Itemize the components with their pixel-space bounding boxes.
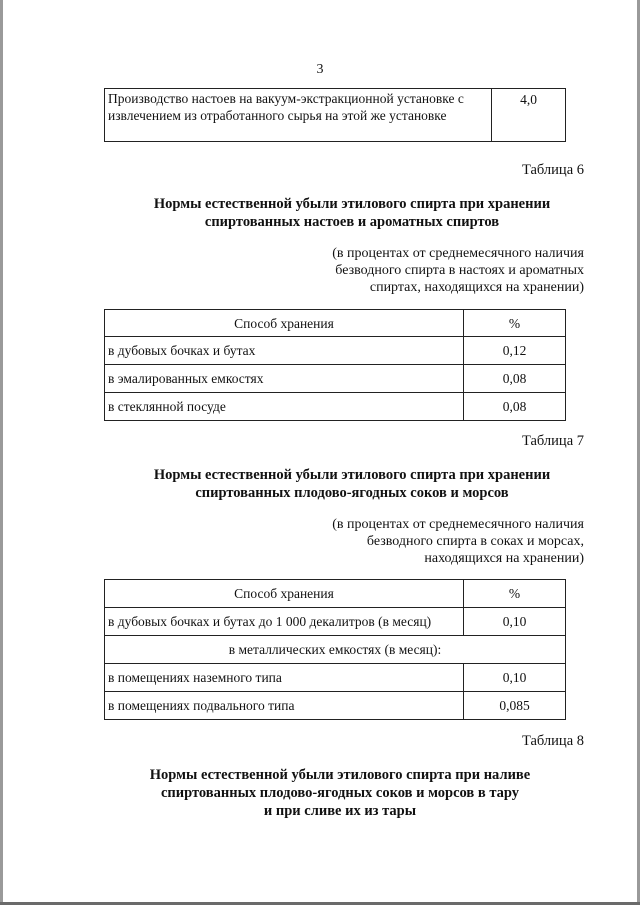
- table-7-note-line2: безводного спирта в соках и морсах,: [366, 534, 584, 549]
- table-cell-value: 0,10: [464, 664, 566, 692]
- table-header-row: [105, 580, 566, 608]
- table-subheader: в металлических емкостях (в месяц):: [105, 636, 566, 664]
- table-cell-value: 4,0: [492, 89, 566, 142]
- table-cell-method: в эмалированных емкостях: [105, 365, 464, 393]
- table-8-title-line1: Нормы естественной убыли этилового спирта при наливе: [149, 767, 531, 783]
- table-cell-method: Производство настоев на вакуум-экстракционной установке с извлечением из отработанного сырья на этой же установке: [105, 89, 492, 142]
- table-7: [104, 579, 566, 720]
- table-cell-method: в стеклянной посуде: [105, 393, 464, 421]
- table-cell-value: 0,10: [464, 608, 566, 636]
- table-6-label: Таблица 6: [521, 162, 584, 178]
- table-6-note-line3: спиртах, находящихся на хранении): [369, 280, 584, 295]
- table-cell-value: 0,12: [464, 337, 566, 365]
- table-row: [105, 393, 566, 421]
- table-5-continuation: [104, 88, 566, 142]
- table-cell-method: в дубовых бочках и бутах: [105, 337, 464, 365]
- table-7-note-line1: (в процентах от среднемесячного наличия: [332, 517, 584, 532]
- header-percent: %: [464, 580, 566, 608]
- table-header-row: [105, 310, 566, 337]
- page-number: 3: [316, 62, 324, 77]
- table-8-title-line2: спиртованных плодово-ягодных соков и морсов в тару: [160, 785, 520, 801]
- table-6-note-line1: (в процентах от среднемесячного наличия: [332, 246, 584, 261]
- header-percent: %: [464, 310, 566, 337]
- table-8-label: Таблица 8: [521, 733, 584, 749]
- table-7-title-line1: Нормы естественной убыли этилового спирта при хранении: [153, 467, 551, 483]
- table-7-title-line2: спиртованных плодово-ягодных соков и морсов: [195, 485, 509, 501]
- table-6-note-line2: безводного спирта в настоях и ароматных: [335, 263, 584, 278]
- table-7-note-line3: находящихся на хранении): [424, 551, 584, 566]
- table-cell-value: 0,08: [464, 393, 566, 421]
- table-subheader-row: [105, 636, 566, 664]
- header-method: Способ хранения: [105, 580, 464, 608]
- table-8-title-line3: и при сливе их из тары: [263, 803, 417, 819]
- table-row: [105, 608, 566, 636]
- table-cell-method: в дубовых бочках и бутах до 1 000 декалитров (в месяц): [105, 608, 464, 636]
- table-row: [105, 664, 566, 692]
- header-method: Способ хранения: [105, 310, 464, 337]
- table-6-title-line1: Нормы естественной убыли этилового спирта при хранении: [153, 196, 551, 212]
- table-cell-value: 0,08: [464, 365, 566, 393]
- table-cell-method: в помещениях подвального типа: [105, 692, 464, 720]
- table-row: [105, 365, 566, 393]
- table-row: [105, 692, 566, 720]
- table-cell-method: в помещениях наземного типа: [105, 664, 464, 692]
- table-6: [104, 309, 566, 421]
- table-cell-value: 0,085: [464, 692, 566, 720]
- table-row: [105, 337, 566, 365]
- table-7-label: Таблица 7: [521, 433, 584, 449]
- table-6-title-line2: спиртованных настоев и ароматных спиртов: [204, 214, 500, 230]
- table-row: [105, 89, 566, 142]
